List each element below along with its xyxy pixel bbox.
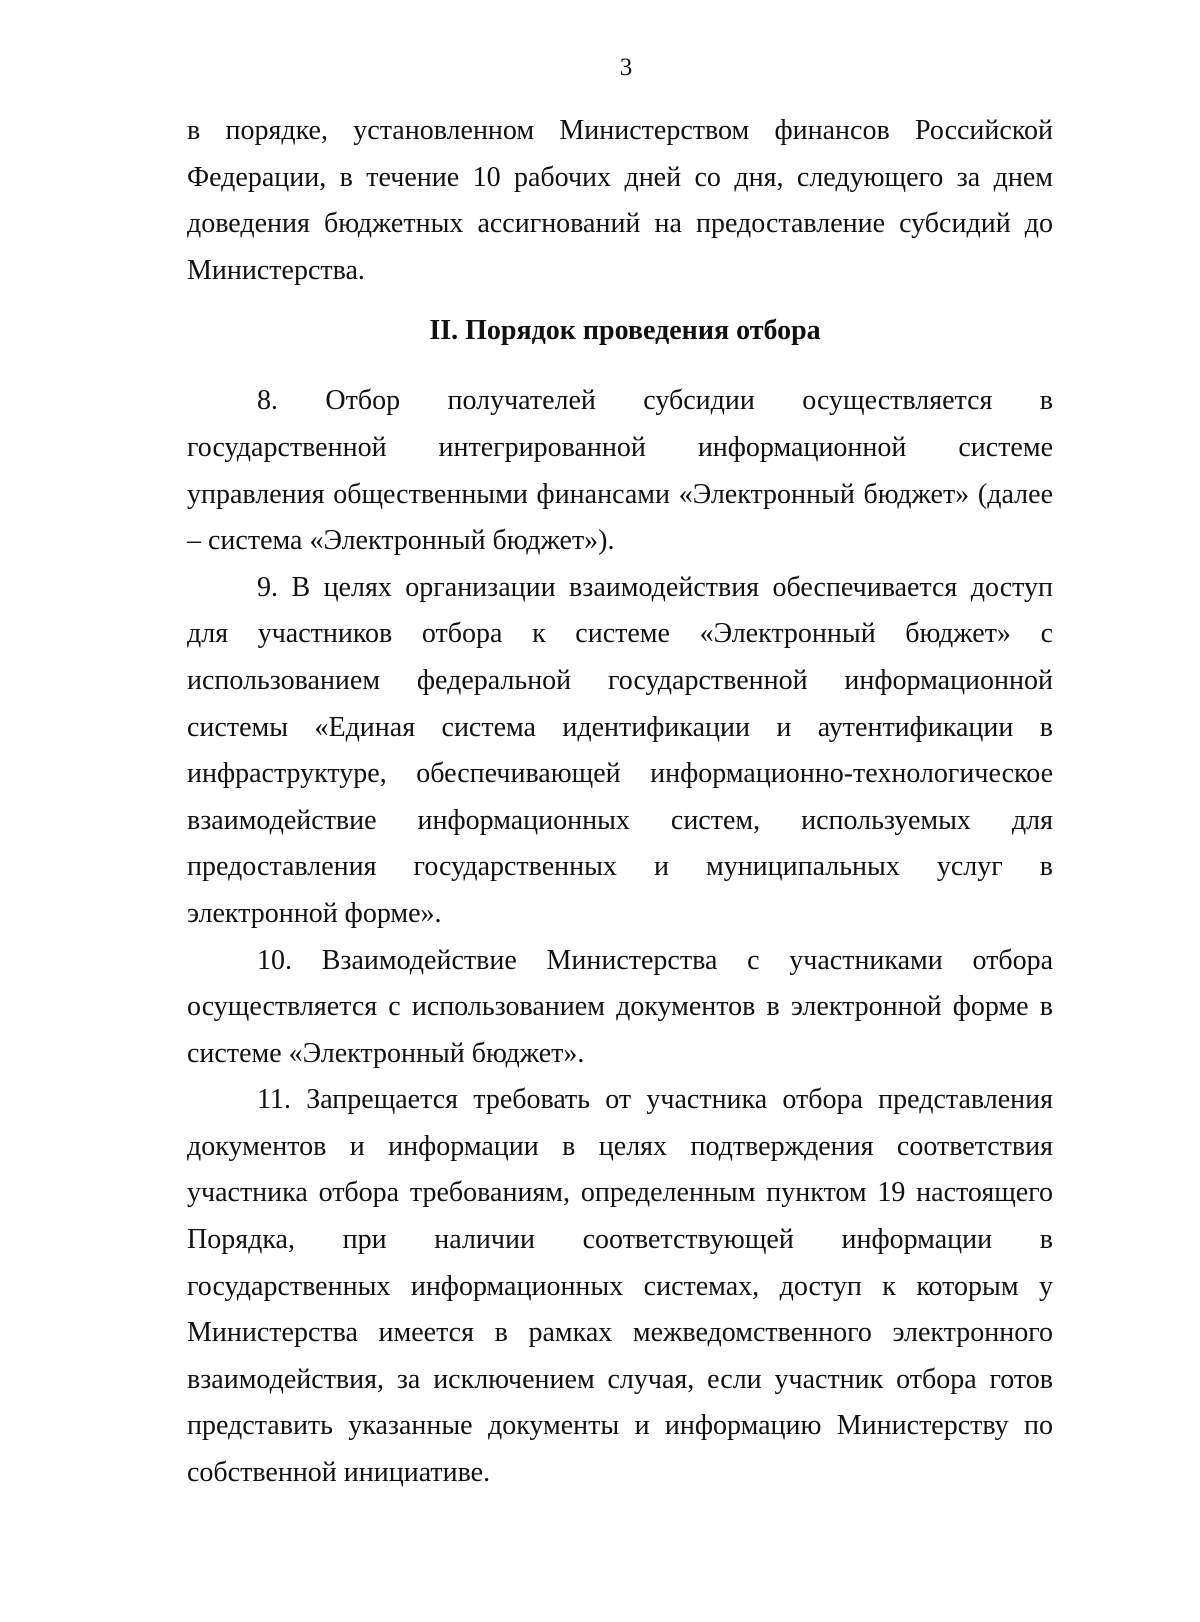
page-number: 3 [619, 54, 633, 81]
paragraph-9: 9. В целях организации взаимодействия обеспечивается доступ для участников отбора к системе «Электронный бюджет» с использованием федеральной государственной информационной системы «Единая система идентификации и аутентификации в инфраструктуре, обеспечивающей информационно-технологическое взаимодействие информационных систем, используемых для предоставления государственных и муниципальных услуг в электронной форме». [187, 571, 1053, 929]
section-heading: II. Порядок проведения отбора [429, 315, 821, 347]
paragraph-8: 8. Отбор получателей субсидии осуществляется в государственной интегрированной информационной системе управления общественными финансами «Электронный бюджет» (далее – система «Электронный бюджет»). [187, 385, 1053, 557]
intro-paragraph: в порядке, установленном Министерством финансов Российской Федерации, в течение 10 рабочих дней со дня, следующего за днем доведения бюджетных ассигнований на предоставление субсидий до Министерства. [187, 115, 1053, 286]
paragraph-10: 10. Взаимодействие Министерства с участниками отбора осуществляется с использованием документов в электронной форме в системе «Электронный бюджет». [187, 944, 1053, 1069]
document-body [187, 108, 1053, 1497]
paragraph-11: 11. Запрещается требовать от участника отбора представления документов и информации в целях подтверждения соответствия участника отбора требованиям, определенным пунктом 19 настоящего Порядка, при наличии соответствующей информации в государственных информационных системах, доступ к которым у Министерства имеется в рамках межведомственного электронного взаимодействия, за исключением случая, если участник отбора готов представить указанные документы и информацию Министерству по собственной инициативе. [187, 1084, 1053, 1489]
